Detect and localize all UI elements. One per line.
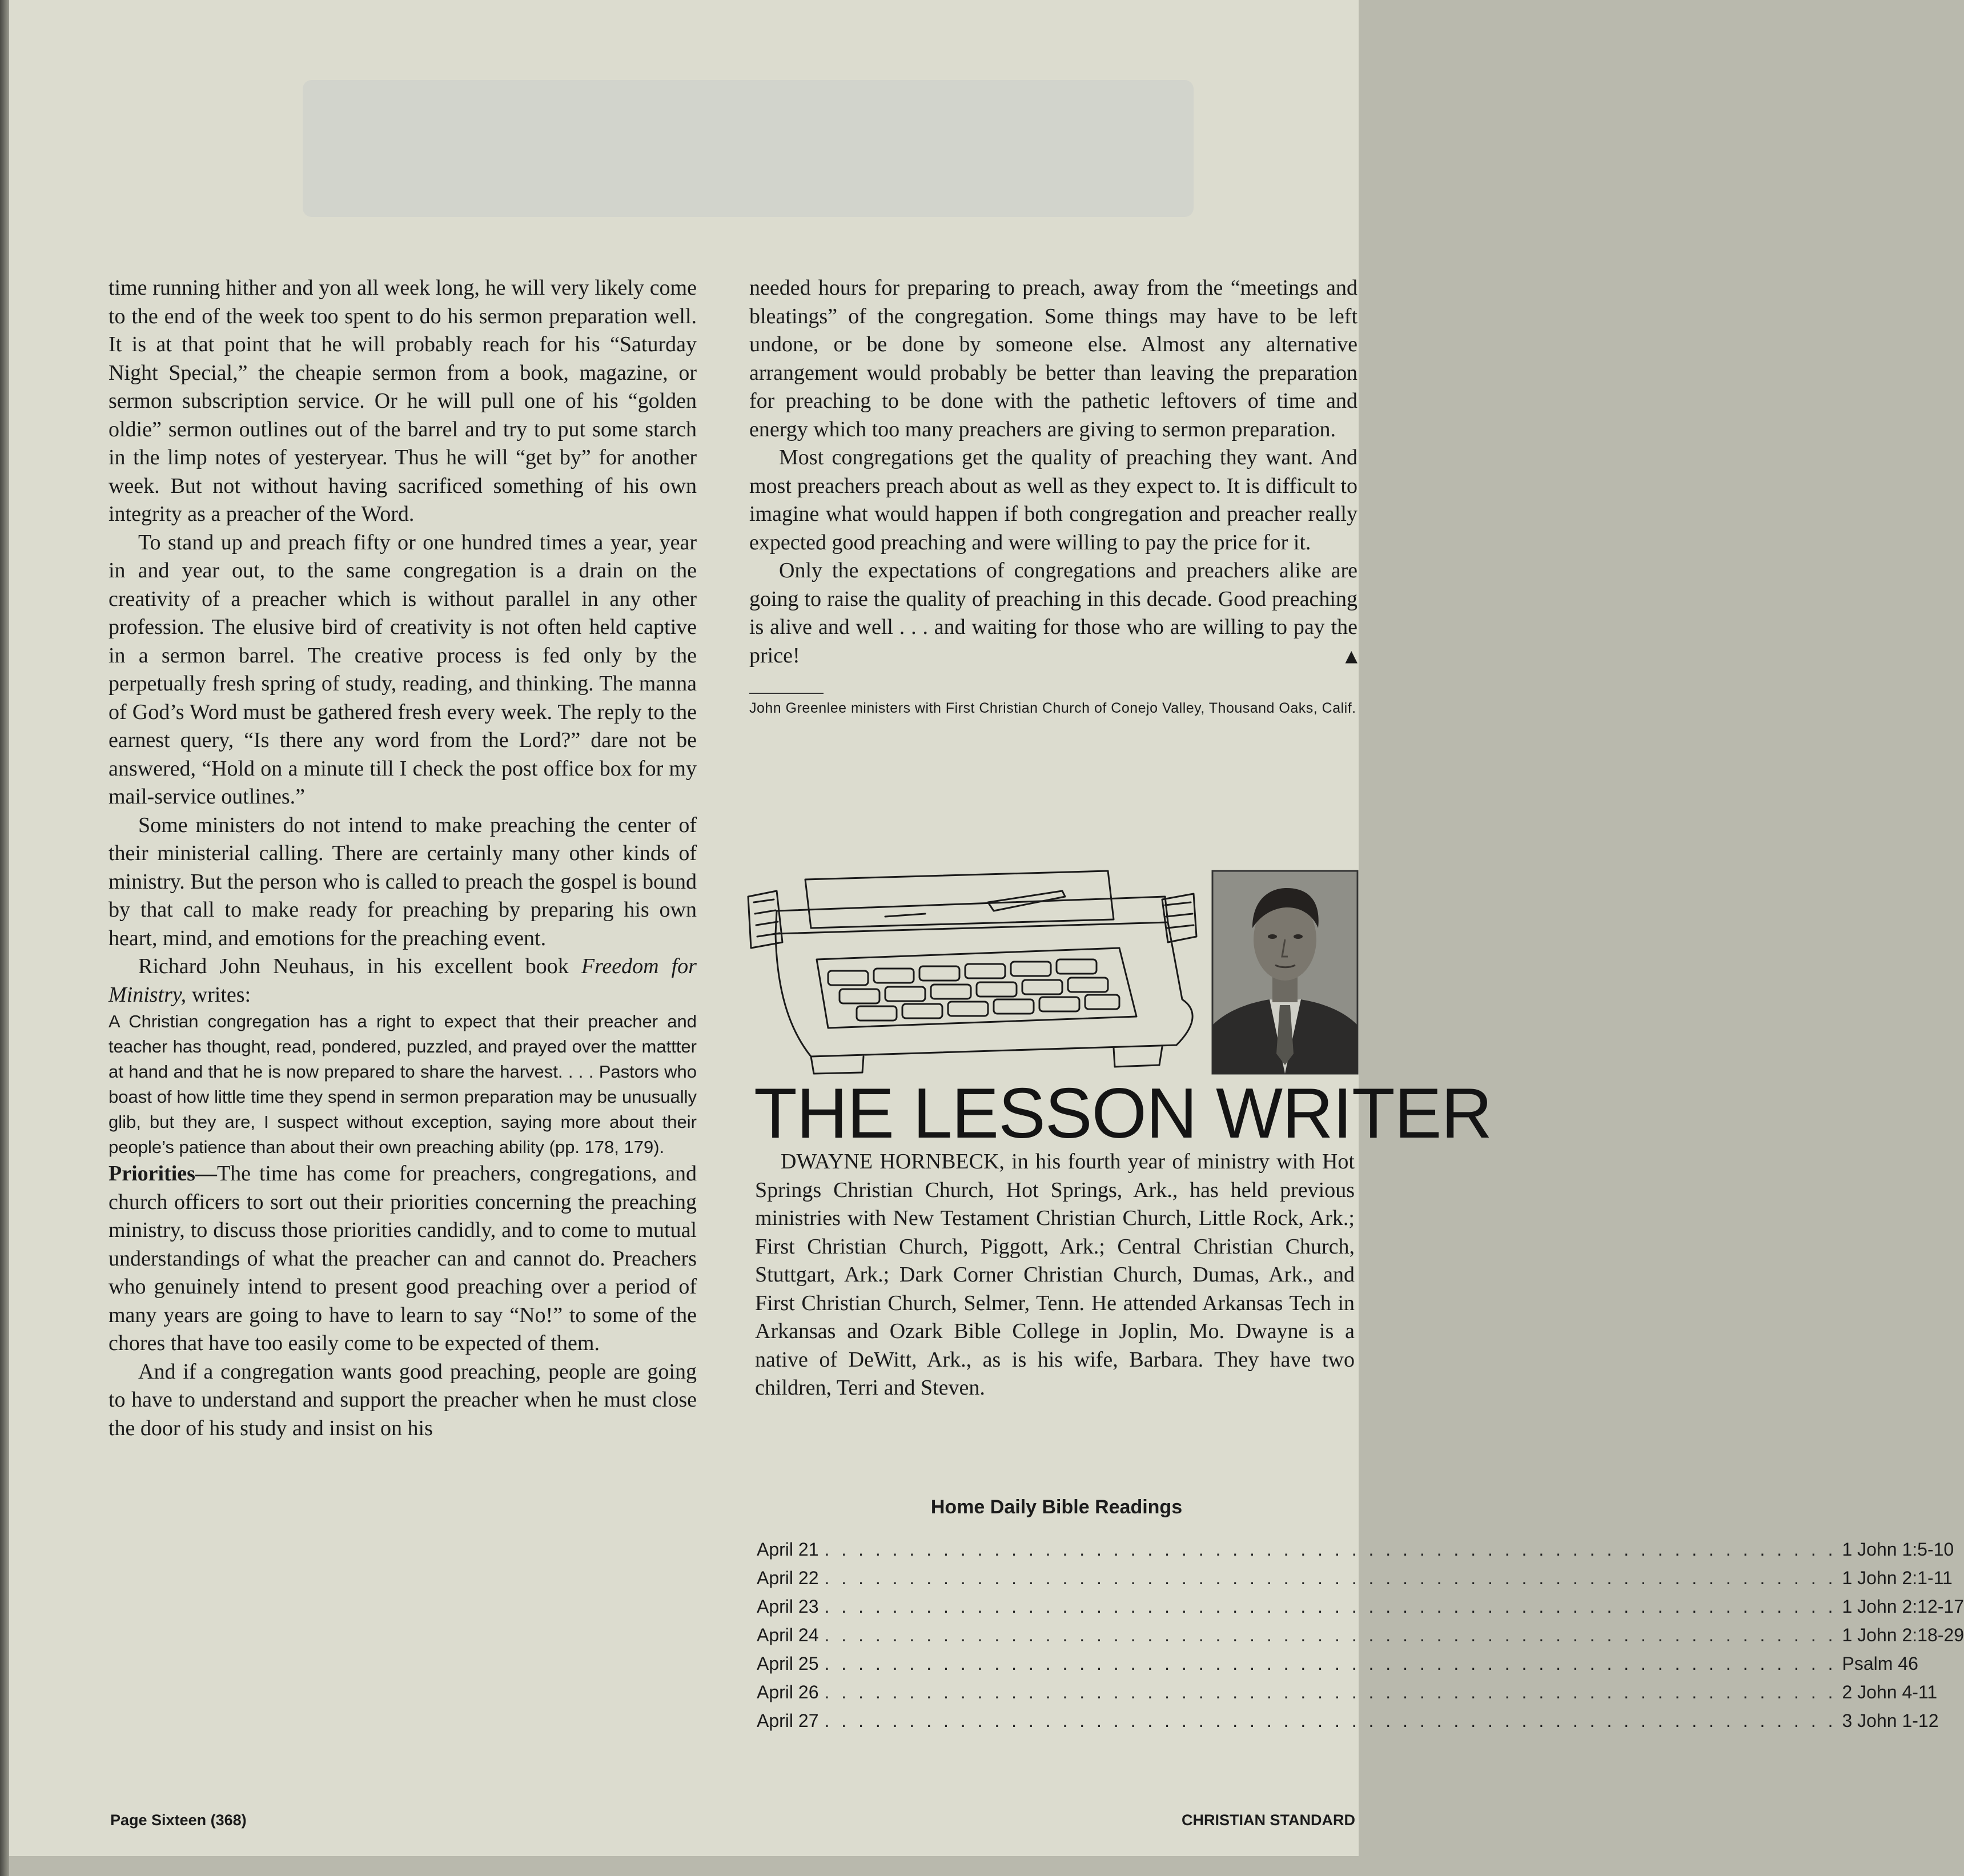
reading-reference: 1 John 1:5-10 bbox=[1842, 1539, 1954, 1560]
block-quote: A Christian congregation has a right to expect that their preacher and teacher has thought, read, pondered, puzzled, and prayed over the mattter at hand and that he is now prepared to share the harvest. . . . Pastors who boast of how little time they spend in sermon preparation may be unusually glib, but they are, I suspect without exception, saying more about their people’s patience than about their own preaching ability (pp. 178, 179). bbox=[109, 1011, 697, 1157]
reading-date: April 25 bbox=[757, 1653, 819, 1674]
author-note: John Greenlee ministers with First Christian Church of Conejo Valley, Thousand Oaks, Calif. bbox=[749, 700, 1356, 716]
left-column bbox=[109, 274, 697, 1443]
reading-row bbox=[757, 1710, 1939, 1739]
reading-reference: 1 John 2:12-17 bbox=[1842, 1596, 1964, 1617]
reading-leader-dots: . . . . . . . . . . . . . . . . . . . . . . . . . . . . . . . . . . . . . . . . . . . . . . . . . . . . . . . . . . . . bbox=[824, 1653, 1837, 1674]
end-of-article-mark: ▲ bbox=[1345, 646, 1357, 665]
reading-leader-dots: . . . . . . . . . . . . . . . . . . . . . . . . . . . . . . . . . . . . . . . . . . . . . . . . . . . . . . . . . . . . bbox=[824, 1568, 1837, 1588]
reading-leader-dots: . . . . . . . . . . . . . . . . . . . . . . . . . . . . . . . . . . . . . . . . . . . . . . . . . . . . . . . . . . . . bbox=[824, 1625, 1837, 1645]
reading-row bbox=[757, 1682, 1938, 1710]
priorities-label: Priorities— bbox=[109, 1162, 217, 1186]
reading-date: April 21 bbox=[757, 1539, 819, 1560]
reading-row bbox=[757, 1625, 1964, 1653]
binding-shadow bbox=[0, 0, 9, 1876]
closing-text: Only the expectations of congregations and preachers alike are going to raise the quality of preaching in this decade. Good preaching is alive and well . . . and waiting for those who are willing to pay the price! bbox=[749, 559, 1357, 668]
publication-name-footer: CHRISTIAN STANDARD bbox=[1182, 1811, 1355, 1829]
bleed-through-banner bbox=[303, 80, 1194, 217]
reading-date: April 24 bbox=[757, 1625, 819, 1645]
reading-row bbox=[757, 1596, 1964, 1625]
neuhaus-writes: writes: bbox=[186, 982, 251, 1007]
writer-portrait-photo bbox=[1212, 871, 1357, 1074]
magazine-page bbox=[6, 0, 1964, 1856]
left-paragraph-3: Some ministers do not intend to make preaching the center of their ministerial calling. There are certainly many other kinds of ministry. But the person who is called to preach the gospel is bound by that call to make ready for preaching by preparing his own heart, mind, and emotions for the preaching event. bbox=[109, 813, 697, 950]
right-paragraph-2: Most congregations get the quality of preaching they want. And most preachers preach about as well as they expect to. It is difficult to imagine what would happen if both congregation and preacher really expected good preaching and were willing to pay the price for it. bbox=[749, 445, 1357, 555]
lesson-writer-bio-text: DWAYNE HORNBECK, in his fourth year of ministry with Hot Springs Christian Church, Hot Springs, Ark., has held previous ministries with New Testament Christian Church, Little Rock, Ark.; First Christian Church, Piggott, Ark.; Central Christian Church, Stuttgart, Ark.; Dark Corner Christian Church, Dumas, Ark., and First Christian Church, Selmer, Tenn. He attended Arkansas Tech in Arkansas and Ozark Bible College in Joplin, Mo. Dwayne is a native of DeWitt, Ark., as is his wife, Barbara. They have two children, Terri and Steven. bbox=[755, 1150, 1355, 1400]
author-note-rule bbox=[749, 693, 824, 694]
left-paragraph-2: To stand up and preach fifty or one hundred times a year, year in and year out, to the same congregation is a drain on the creativity of a preacher which is without parallel in any other profession. The elusive bird of creativity is not often held captive in a sermon barrel. The creative process is fed only by the perpetually fresh spring of study, reading, and thinking. The manna of God’s Word must be gathered fresh every week. The reply to the earnest query, “Is there any word from the Lord?” dare not be answered, “Hold on a minute till I check the post office box for my mail-service outlines.” bbox=[109, 530, 697, 809]
reading-leader-dots: . . . . . . . . . . . . . . . . . . . . . . . . . . . . . . . . . . . . . . . . . . . . . . . . . . . . . . . . . . . . bbox=[824, 1682, 1837, 1702]
reading-row bbox=[757, 1653, 1918, 1682]
reading-leader-dots: . . . . . . . . . . . . . . . . . . . . . . . . . . . . . . . . . . . . . . . . . . . . . . . . . . . . . . . . . . . . bbox=[824, 1596, 1837, 1617]
right-paragraph-1: needed hours for preparing to preach, away from the “meetings and bleatings” of the congregation. Some things may have to be left undone, or be done by someone else. Almost any alternative arrangement would probably be better than leaving the preparation for preaching to be done with the pathetic leftovers of time and energy which too many preachers are giving to sermon preparation. bbox=[749, 276, 1357, 441]
page-number-footer: Page Sixteen (368) bbox=[110, 1811, 247, 1829]
priorities-text: The time has come for preachers, congregations, and church officers to sort out their priorities concerning the preaching ministry, to discuss those priorities candidly, and to come to mutual understandings of what the preacher can and cannot do. Preachers who genuinely intend to present good preaching over a period of many years are going to have to learn to say “No!” to some of the chores that have too easily come to be expected of them. bbox=[109, 1162, 697, 1355]
reading-reference: 1 John 2:18-29 bbox=[1842, 1625, 1964, 1645]
reading-row bbox=[757, 1568, 1953, 1596]
left-paragraph-6: And if a congregation wants good preaching, people are going to have to understand and support the preacher when he must close the door of his study and insist on his bbox=[109, 1359, 697, 1440]
reading-reference: 1 John 2:1-11 bbox=[1842, 1568, 1953, 1588]
reading-date: April 27 bbox=[757, 1710, 819, 1731]
reading-date: April 23 bbox=[757, 1596, 819, 1617]
right-paragraph-3 bbox=[749, 557, 1357, 670]
left-paragraph-1: time running hither and yon all week long, he will very likely come to the end of the week too spent to do his sermon preparation well. It is at that point that he will probably reach for his “Saturday Night Special,” the cheapie sermon from a book, magazine, or sermon subscription service. Or he will pull one of his “golden oldie” sermon outlines out of the barrel and try to put some starch in the limp notes of yesteryear. Thus he will “get by” for another week. But not without having sacrificed something of his own integrity as a preacher of the Word. bbox=[109, 276, 697, 526]
reading-leader-dots: . . . . . . . . . . . . . . . . . . . . . . . . . . . . . . . . . . . . . . . . . . . . . . . . . . . . . . . . . . . . bbox=[824, 1710, 1837, 1731]
reading-reference: 2 John 4-11 bbox=[1842, 1682, 1938, 1702]
priorities-paragraph bbox=[109, 1160, 697, 1358]
reading-row bbox=[757, 1539, 1954, 1568]
reading-reference: Psalm 46 bbox=[1842, 1653, 1918, 1674]
readings-title: Home Daily Bible Readings bbox=[930, 1496, 1183, 1518]
right-column bbox=[749, 274, 1357, 717]
reading-date: April 26 bbox=[757, 1682, 819, 1702]
lesson-writer-bio bbox=[755, 1148, 1355, 1403]
neuhaus-intro: Richard John Neuhaus, in his excellent book bbox=[138, 954, 581, 978]
left-paragraph-4 bbox=[109, 953, 697, 1009]
bible-readings-list bbox=[757, 1539, 1964, 1739]
reading-reference: 3 John 1-12 bbox=[1842, 1710, 1939, 1731]
lesson-writer-heading: THE LESSON WRITER bbox=[754, 1074, 1492, 1153]
reading-leader-dots: . . . . . . . . . . . . . . . . . . . . . . . . . . . . . . . . . . . . . . . . . . . . . . . . . . . . . . . . . . . . bbox=[824, 1539, 1837, 1560]
reading-date: April 22 bbox=[757, 1568, 819, 1588]
typewriter-illustration bbox=[742, 857, 1199, 1079]
book-title: Freedom for Ministry, bbox=[109, 954, 697, 1007]
